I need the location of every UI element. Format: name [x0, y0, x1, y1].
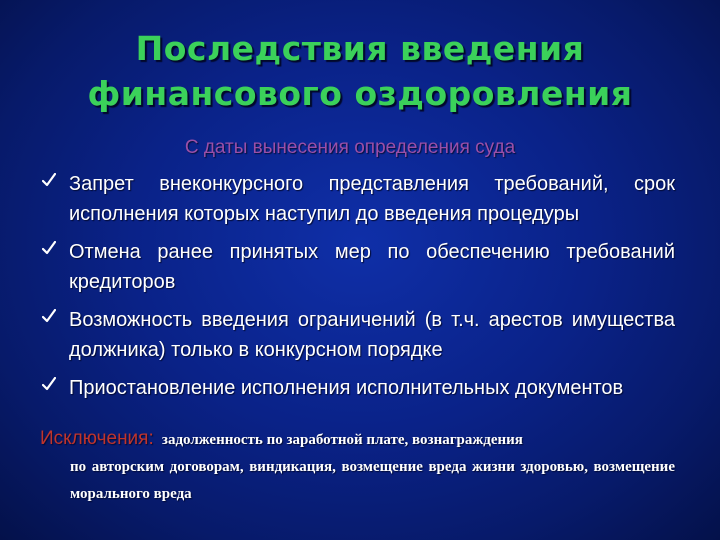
exceptions-text-first: задолженность по заработной плате, вознаграждения [161, 432, 523, 448]
bullet-item [40, 169, 675, 229]
exceptions-block [40, 425, 675, 508]
checkmark-icon [42, 241, 56, 255]
slide-title: Последствия введения финансового оздоровления [87, 29, 633, 113]
bullet-text: Приостановление исполнения исполнительных документов [69, 377, 624, 399]
bullet-item [40, 305, 675, 365]
checkmark-icon [42, 377, 56, 391]
slide-subtitle: С даты вынесения определения суда [184, 137, 516, 158]
checkmark-icon [42, 173, 56, 187]
bullet-item [40, 373, 675, 403]
bullet-text: Возможность введения ограничений (в т.ч. арестов имущества должника) только в конкурсном порядке [69, 309, 675, 361]
bullet-text: Запрет внеконкурсного представления требований, срок исполнения которых наступил до введения процедуры [69, 173, 675, 225]
bullet-item [40, 237, 675, 297]
checkmark-icon [42, 309, 56, 323]
bullet-text: Отмена ранее принятых мер по обеспечению требований кредиторов [69, 241, 675, 293]
exceptions-label: Исключения: [40, 428, 154, 449]
exceptions-text-rest: по авторским договорам, виндикация, возмещение вреда жизни здоровью, возмещение морального вреда [70, 459, 675, 502]
bullet-list [40, 169, 675, 411]
